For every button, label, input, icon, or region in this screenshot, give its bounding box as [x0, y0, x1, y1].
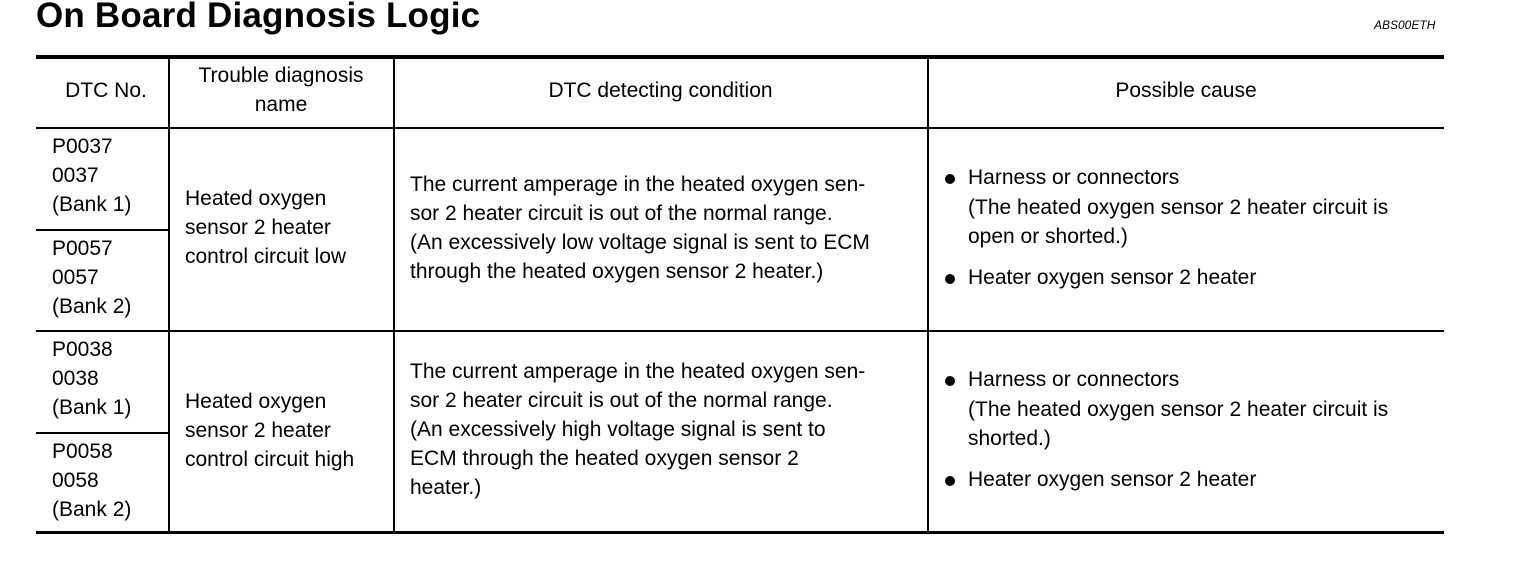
cause-detail: shorted.)	[968, 427, 1051, 450]
cause-item	[968, 263, 1256, 292]
header-diagnosis-name	[169, 61, 393, 119]
diagnosis-name-line: sensor 2 heater	[185, 216, 331, 239]
cause-label: Harness or connectors	[968, 368, 1180, 391]
dtc-cell	[52, 335, 131, 422]
cause-detail: (The heated oxygen sensor 2 heater circuit is	[968, 196, 1389, 219]
group-divider	[36, 330, 1444, 332]
header-name-line2: name	[254, 93, 308, 116]
col-divider-2	[393, 59, 395, 531]
cause-item	[968, 163, 1388, 251]
dtc-cell	[52, 234, 131, 321]
col-divider-1	[168, 59, 170, 531]
header-divider	[36, 127, 1444, 129]
diagnosis-name-line: Heated oxygen	[185, 390, 327, 413]
bullet-icon	[945, 476, 955, 486]
page-title: On Board Diagnosis Logic	[36, 0, 481, 35]
condition-cell	[410, 357, 865, 502]
bullet-icon	[945, 274, 955, 284]
dtc-code-short: 0037	[52, 164, 99, 187]
dtc-code: P0037	[52, 135, 113, 158]
dtc-bank: (Bank 2)	[52, 498, 132, 521]
diagnosis-name-line: sensor 2 heater	[185, 419, 331, 442]
dtc-bank: (Bank 1)	[52, 193, 132, 216]
diagnosis-name-line: control circuit high	[185, 448, 355, 471]
dtc-divider-2	[36, 432, 169, 434]
diagnosis-name-cell	[185, 387, 354, 474]
condition-line: heater.)	[410, 476, 482, 499]
document-code: ABS00ETH	[1374, 18, 1436, 32]
condition-cell	[410, 170, 870, 286]
dtc-divider-1	[36, 229, 169, 231]
dtc-code-short: 0058	[52, 469, 99, 492]
table-bottom-rule	[36, 531, 1444, 534]
condition-line: The current amperage in the heated oxygen sen-	[410, 360, 866, 383]
bullet-icon	[945, 376, 955, 386]
dtc-code: P0058	[52, 440, 113, 463]
cause-label: Heater oxygen sensor 2 heater	[968, 266, 1257, 289]
condition-line: ECM through the heated oxygen sensor 2	[410, 447, 799, 470]
dtc-cell	[52, 132, 131, 219]
dtc-bank: (Bank 1)	[52, 396, 132, 419]
cause-label: Harness or connectors	[968, 166, 1180, 189]
cause-item	[968, 365, 1388, 453]
bullet-icon	[945, 174, 955, 184]
dtc-bank: (Bank 2)	[52, 295, 132, 318]
header-name-line1: Trouble diagnosis	[198, 64, 364, 87]
header-possible-cause: Possible cause	[1115, 79, 1257, 102]
dtc-code-short: 0057	[52, 266, 99, 289]
dtc-code-short: 0038	[52, 367, 99, 390]
condition-line: (An excessively low voltage signal is sent to ECM	[410, 231, 870, 254]
table-top-rule	[36, 55, 1444, 59]
header-detecting-condition: DTC detecting condition	[548, 79, 773, 102]
dtc-code: P0057	[52, 237, 113, 260]
condition-line: sor 2 heater circuit is out of the normal range.	[410, 389, 833, 412]
diagnosis-name-cell	[185, 184, 346, 271]
dtc-code: P0038	[52, 338, 113, 361]
cause-detail: open or shorted.)	[968, 225, 1128, 248]
condition-line: sor 2 heater circuit is out of the normal range.	[410, 202, 833, 225]
cause-item	[968, 465, 1256, 494]
diagnosis-name-line: control circuit low	[185, 245, 347, 268]
diagnosis-name-line: Heated oxygen	[185, 187, 327, 210]
col-divider-3	[927, 59, 929, 531]
condition-line: through the heated oxygen sensor 2 heater.)	[410, 260, 824, 283]
condition-line: (An excessively high voltage signal is sent to	[410, 418, 826, 441]
condition-line: The current amperage in the heated oxygen sen-	[410, 173, 866, 196]
dtc-cell	[52, 437, 131, 524]
cause-label: Heater oxygen sensor 2 heater	[968, 468, 1257, 491]
cause-detail: (The heated oxygen sensor 2 heater circuit is	[968, 398, 1389, 421]
header-dtc-no: DTC No.	[65, 79, 147, 102]
